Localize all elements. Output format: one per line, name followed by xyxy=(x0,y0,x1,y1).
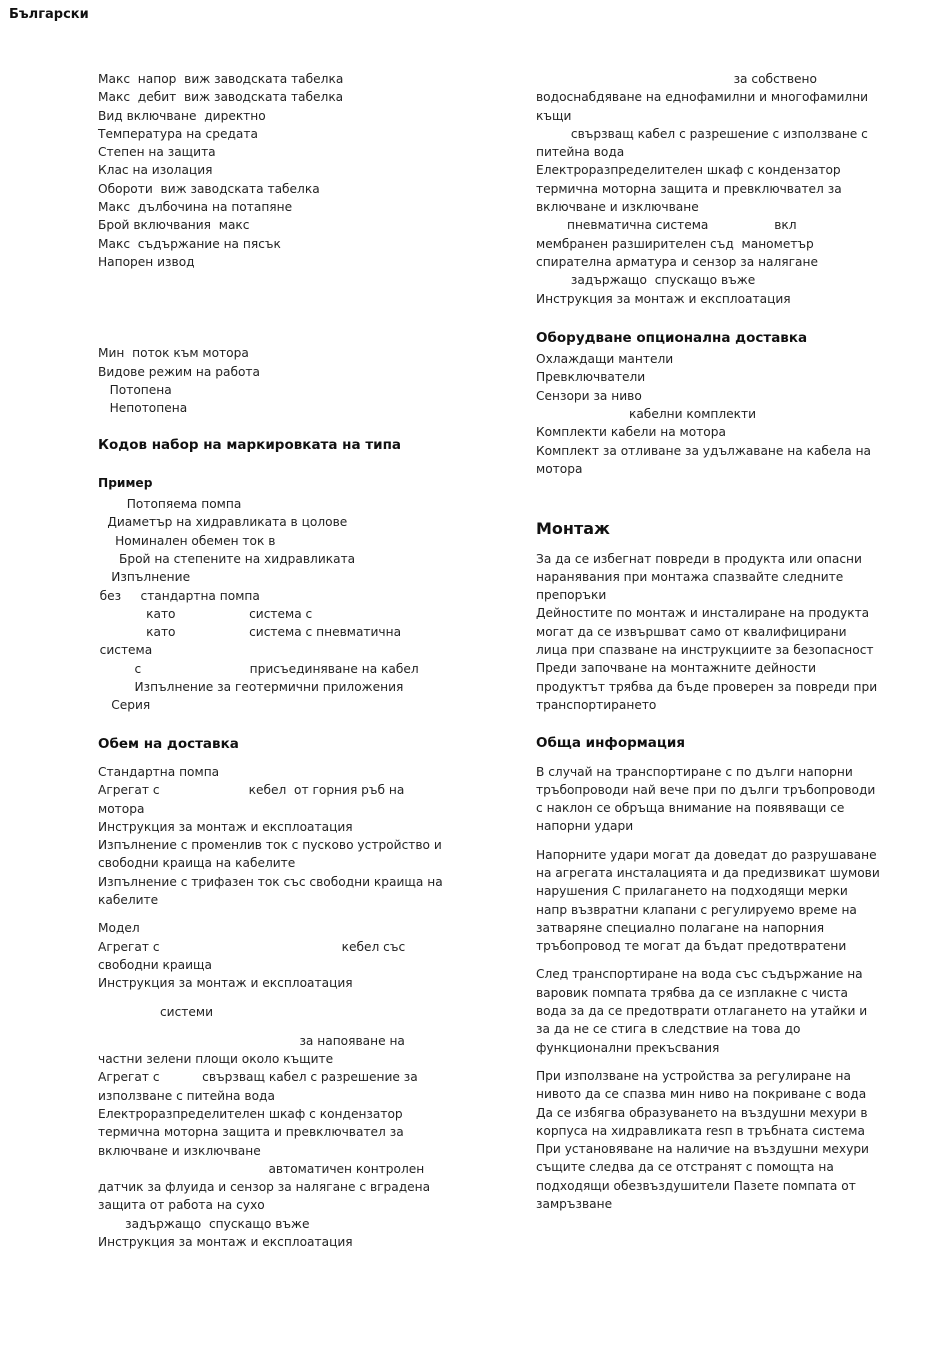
scope-item: задържащо спускащо въже xyxy=(536,273,756,288)
spec-line: Брой включвания макс xyxy=(98,218,250,233)
option-item: Комплекти кабели на мотора xyxy=(536,425,726,440)
delivery-item: Модел xyxy=(98,921,140,936)
delivery-item: Електроразпределителен шкаф с кондензатор термична моторна защита и превключвател за включване и изключване xyxy=(98,1106,404,1158)
spec-line: Температура на средата xyxy=(98,126,258,141)
flow-line: Мин поток към мотора xyxy=(98,346,249,361)
scope-item: Инструкция за монтаж и експлоатация xyxy=(536,291,791,306)
montage-heading: Монтаж xyxy=(536,519,610,539)
spec-line: Напорен извод xyxy=(98,254,195,269)
specs-list xyxy=(98,70,443,271)
left-column xyxy=(88,70,443,1251)
scope-list xyxy=(536,70,881,308)
spec-line: Клас на изолация xyxy=(98,163,213,178)
delivery-item: Изпълнение с трифазен ток със свободни краища на кабелите xyxy=(98,874,443,907)
scope-item: пневматична система вкл xyxy=(536,218,797,233)
spec-line: Макс дебит виж заводската табелка xyxy=(98,90,344,105)
delivery-list-c xyxy=(98,1032,443,1252)
scope-item: свързващ кабел с разрешение с използване с питейна вода xyxy=(536,126,872,160)
general-paragraph: В случай на транспортиране с по дълги напорни тръбопроводи най вече при по дълги тръбопроводи с наклон се обръща внимание на появяващи се напорни удари xyxy=(536,764,876,834)
example-line: Изпълнение за геотермични приложения xyxy=(88,680,404,695)
code-heading: Кодов набор на маркировката на типа xyxy=(98,437,402,454)
flow-line: Видове режим на работа xyxy=(98,364,260,379)
example-line: Потопяема помпа xyxy=(88,497,242,512)
scope-item: спирателна арматура и сензор за налягане xyxy=(536,254,818,269)
example-line: Диаметър на хидравликата в цолове xyxy=(88,515,348,530)
scope-item: мембранен разширителен съд манометър xyxy=(536,236,814,251)
example-line: Изпълнение xyxy=(88,570,191,585)
delivery-item: Инструкция за монтаж и експлоатация xyxy=(98,819,353,834)
delivery-item: Агрегат с кебел със свободни краища xyxy=(98,939,410,972)
example-line: Серия xyxy=(88,698,151,713)
option-item: кабелни комплекти xyxy=(536,407,757,422)
option-item: Превключватели xyxy=(536,370,646,385)
option-item: Охлаждащи мантели xyxy=(536,352,674,367)
option-item: Сензори за ниво xyxy=(536,388,642,403)
example-line: като система с пневматична xyxy=(88,625,402,640)
spec-line: Степен на защита xyxy=(98,145,216,160)
spec-line: Вид включване директно xyxy=(98,108,266,123)
montage-text: За да се избегнат повреди в продукта или опасни наранявания при монтажа спазвайте следните препоръки Дейностите по монтаж и инсталиране на продукта могат да се извършват само от квалифицирани лица при спазване на инструкциите за безопасност Преди започване на монтажните дейности продуктът трябва да бъде проверен за повреди при транспортирането xyxy=(536,551,878,712)
language-label: Български xyxy=(9,7,89,22)
spec-line: Обороти виж заводската табелка xyxy=(98,181,320,196)
example-line: Номинален обемен ток в xyxy=(88,533,276,548)
general-paragraph: След транспортиране на вода със съдържание на варовик помпата трябва да се изплакне с чиста вода за да се предотврати отлагането на утайки и за да не се стига в следствие на това до функционални прекъсвания xyxy=(536,967,868,1055)
example-heading: Пример xyxy=(98,475,153,490)
general-paragraph: Напорните удари могат да доведат до разрушаване на агрегата инсталацията и да предизвикат шумови нарушения С прилагането на подходящи мерки напр възвратни клапани с регулируемо време на затваряне специално полагане на напорния тръбопровод те могат да бъдат предотвратени xyxy=(536,847,880,954)
flow-list xyxy=(98,344,443,417)
example-line: Брой на степените на хидравликата xyxy=(88,551,356,566)
general-paragraph: При използване на устройства за регулиране на нивото да се спазва мин ниво на покриване с вода Да се избягва образуването на въздушни мехури в корпуса на хидравликата resп в тръбната система При установяване на наличие на въздушни мехури същите следва да се отстранят с помощта на подходящи обезвъздушители Пазете помпата от замръзване xyxy=(536,1068,869,1212)
delivery-item: задържащо спускащо въже xyxy=(98,1216,310,1231)
delivery-item: Агрегат с кебел от горния ръб на мотора xyxy=(98,783,409,816)
options-list xyxy=(536,350,881,478)
delivery-item: Стандартна помпа xyxy=(98,764,220,779)
example-list xyxy=(88,495,443,715)
delivery-item: автоматичен контролен датчик за флуида и сензор за налягане с вградена защита от работа на сухо xyxy=(98,1161,434,1213)
delivery-item: за напояване на частни зелени площи около къщите xyxy=(98,1033,409,1067)
example-line: като система с xyxy=(88,606,313,621)
example-line: без стандартна помпа xyxy=(88,588,260,603)
example-line: с присъединяване на кабел xyxy=(88,661,419,676)
scope-item: Електроразпределителен шкаф с кондензатор термична моторна защита и превключвател за включване и изключване xyxy=(536,163,842,215)
delivery-item: Изпълнение с променлив ток с пусково устройство и свободни краища на кабелите xyxy=(98,838,442,871)
example-line: система xyxy=(88,643,153,658)
spec-line: Макс напор виж заводската табелка xyxy=(98,72,344,86)
general-list xyxy=(536,763,881,1214)
options-heading: Оборудване опционална доставка xyxy=(536,329,808,346)
systems-label: системи xyxy=(98,1005,214,1020)
spec-line: Макс дълбочина на потапяне xyxy=(98,200,293,215)
right-column xyxy=(536,70,881,1213)
delivery-heading: Обем на доставка xyxy=(98,735,239,752)
delivery-list-b xyxy=(98,919,443,992)
option-item: Комплект за отливане за удължаване на кабела на мотора xyxy=(536,443,872,476)
flow-line: Потопена xyxy=(98,382,172,397)
general-heading: Обща информация xyxy=(536,735,686,752)
flow-line: Непотопена xyxy=(98,401,188,416)
delivery-item: Агрегат с свързващ кабел с разрешение за използване с питейна вода xyxy=(98,1070,422,1103)
scope-item: за собствено водоснабдяване на еднофамилни и многофамилни къщи xyxy=(536,72,872,123)
delivery-list-a xyxy=(98,763,443,909)
delivery-item: Инструкция за монтаж и експлоатация xyxy=(98,976,353,991)
delivery-item: Инструкция за монтаж и експлоатация xyxy=(98,1235,353,1250)
spec-line: Макс съдържание на пясък xyxy=(98,236,281,251)
